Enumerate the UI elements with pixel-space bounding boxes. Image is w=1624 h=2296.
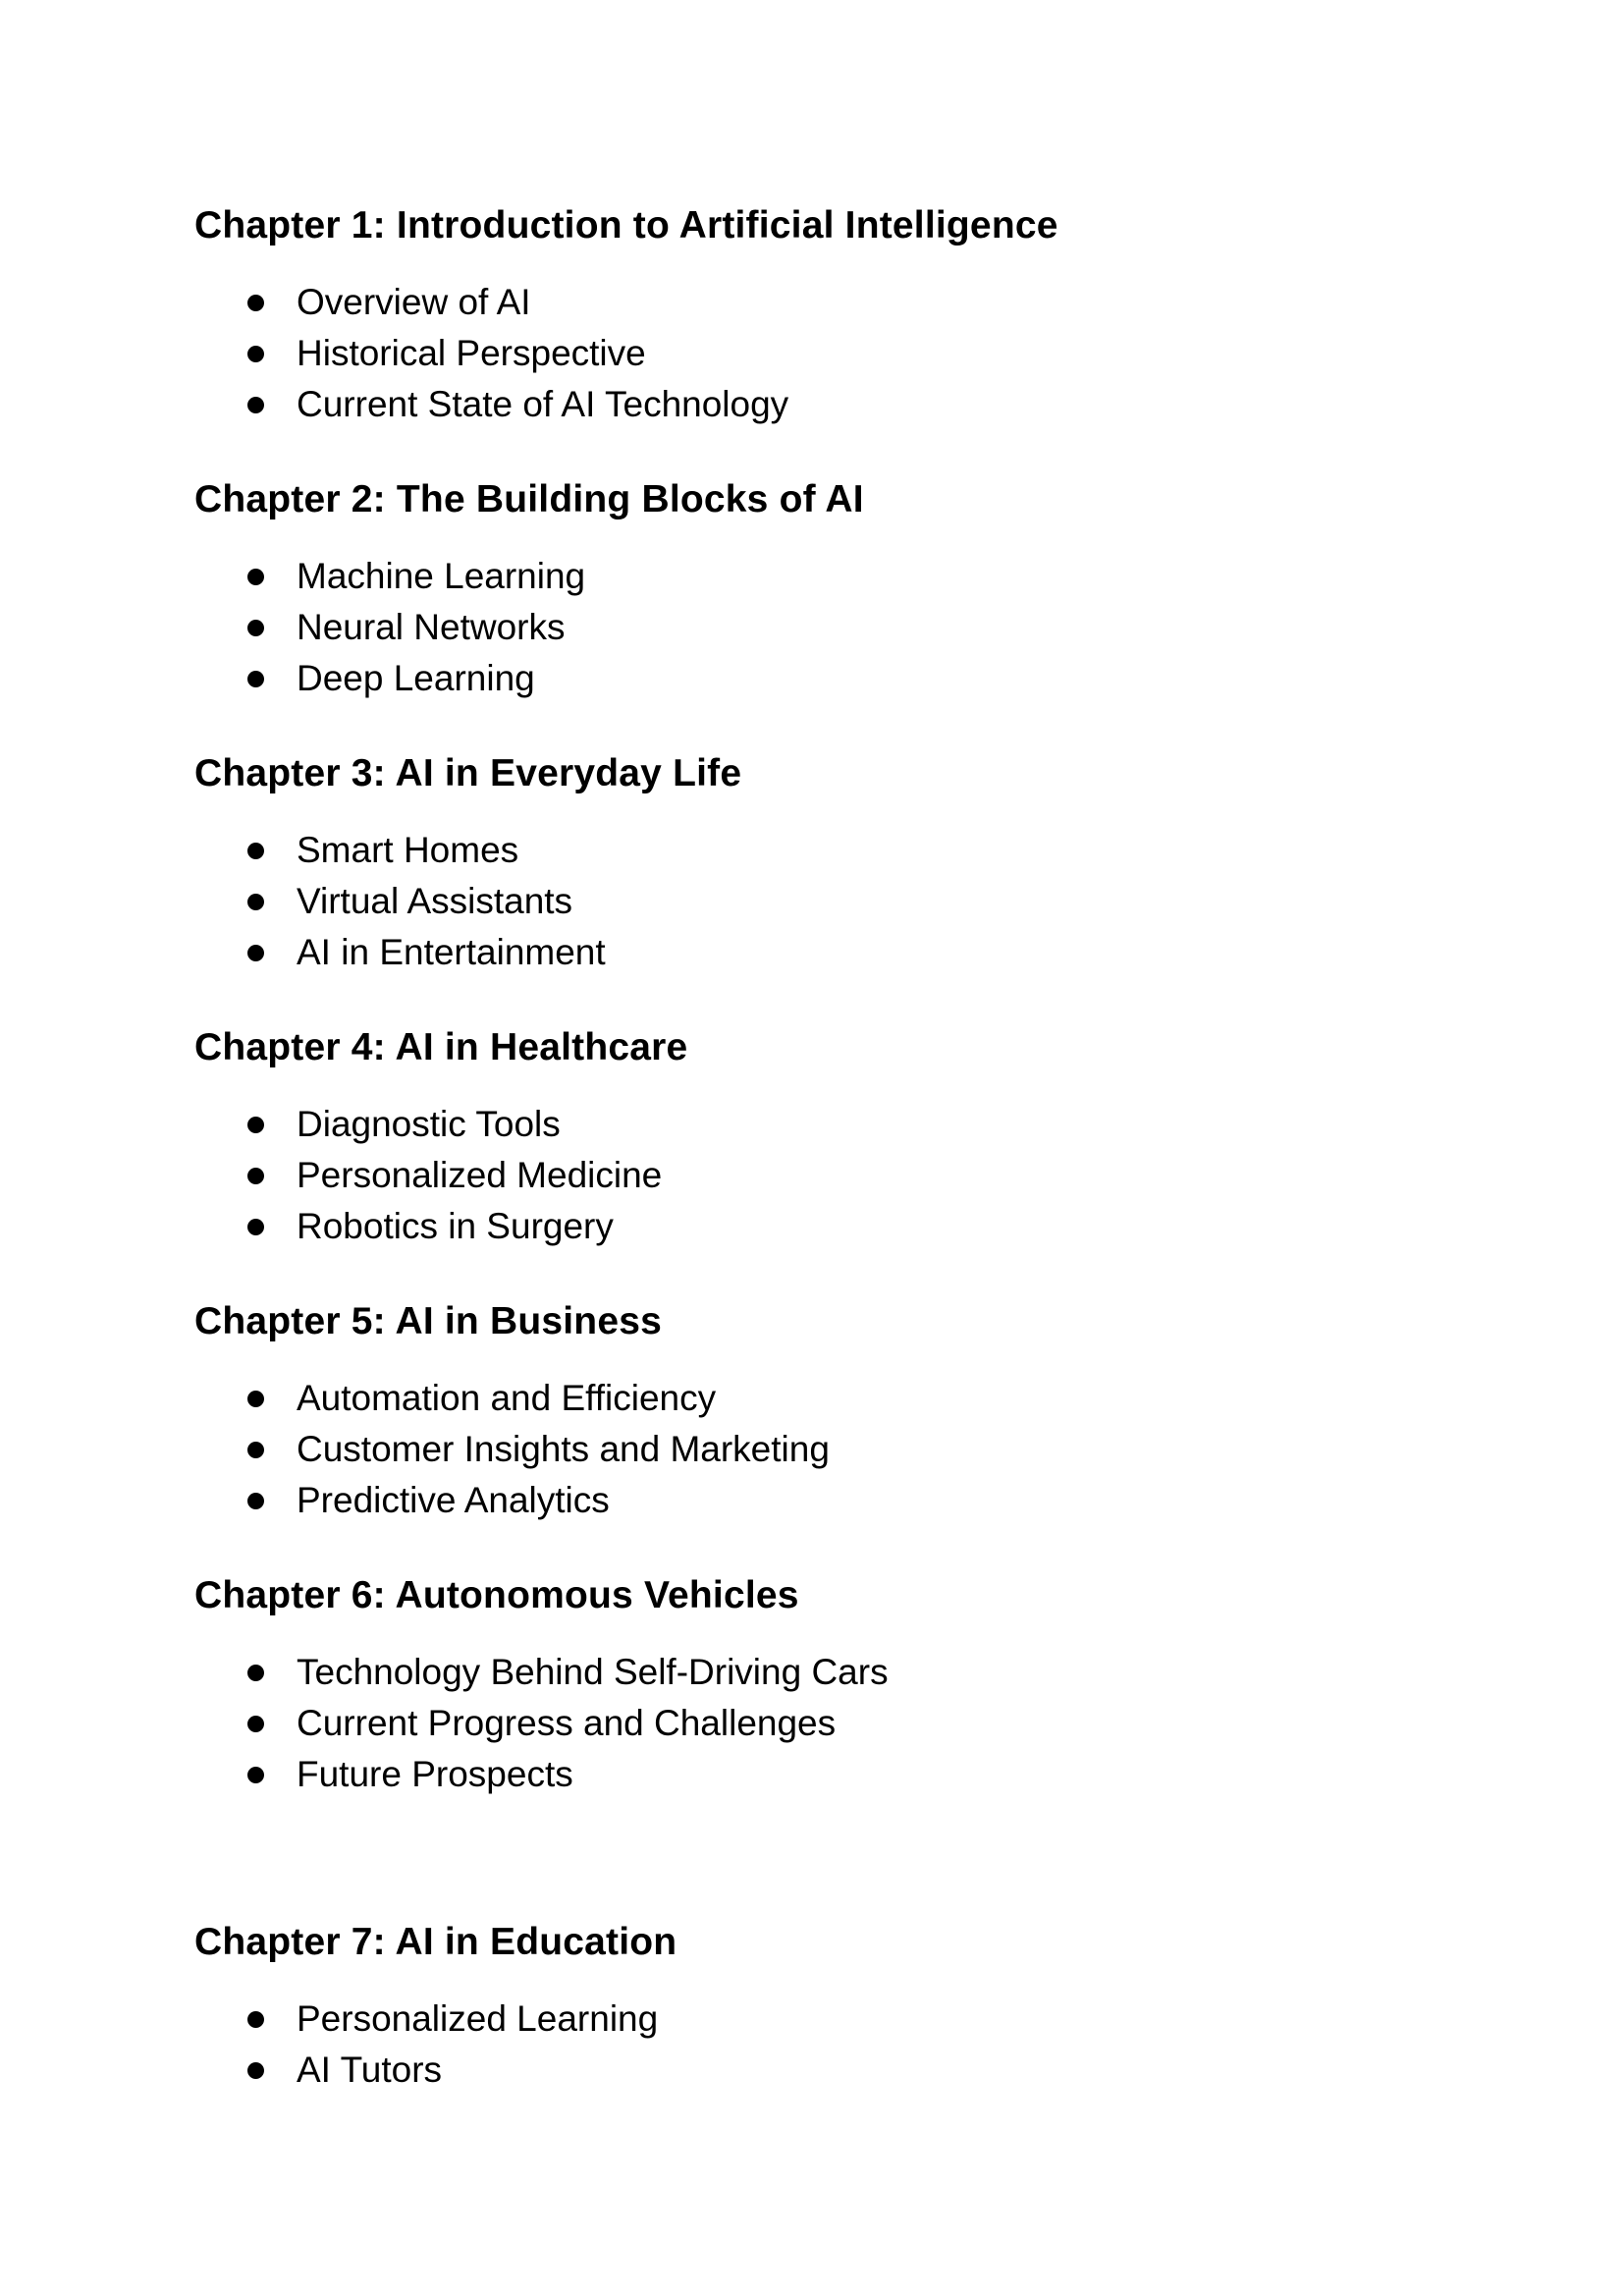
- chapter-section-2: [194, 477, 1437, 704]
- chapter-topics-list: [194, 1099, 1437, 1252]
- chapter-heading: Chapter 4: AI in Healthcare: [194, 1026, 688, 1068]
- topic-item: [194, 1373, 1437, 1424]
- topic-item: [194, 1749, 1437, 1800]
- topic-label: AI Tutors: [297, 2050, 443, 2090]
- chapter-topics-list: [194, 277, 1437, 430]
- chapter-section-5: [194, 1299, 1437, 1526]
- topic-label: Future Prospects: [297, 1754, 573, 1794]
- topic-label: AI in Entertainment: [297, 932, 606, 972]
- topic-label: Predictive Analytics: [297, 1480, 610, 1520]
- bullet-icon: [247, 1442, 264, 1458]
- topic-label: Deep Learning: [297, 658, 535, 698]
- chapter-heading: Chapter 2: The Building Blocks of AI: [194, 478, 864, 520]
- topic-label: Smart Homes: [297, 830, 519, 870]
- topic-item: [194, 1698, 1437, 1749]
- bullet-icon: [247, 1219, 264, 1235]
- topic-label: Personalized Learning: [297, 1998, 659, 2039]
- topic-label: Current State of AI Technology: [297, 384, 789, 424]
- bullet-icon: [247, 1767, 264, 1783]
- topic-label: Overview of AI: [297, 282, 531, 322]
- topic-item: [194, 1475, 1437, 1526]
- chapter-section-7: [194, 1920, 1437, 2096]
- bullet-icon: [247, 1391, 264, 1407]
- blank-paragraph-spacer: [194, 1800, 1437, 1873]
- topic-label: Virtual Assistants: [297, 881, 573, 921]
- chapter-heading: Chapter 1: Introduction to Artificial Intelligence: [194, 204, 1058, 246]
- chapter-topics-list: [194, 1647, 1437, 1800]
- topic-item: [194, 277, 1437, 328]
- topic-label: Automation and Efficiency: [297, 1378, 717, 1418]
- topic-item: [194, 328, 1437, 379]
- topic-label: Customer Insights and Marketing: [297, 1429, 830, 1469]
- topic-item: [194, 602, 1437, 653]
- bullet-icon: [247, 397, 264, 413]
- chapter-section-4: [194, 1025, 1437, 1252]
- topic-label: Machine Learning: [297, 556, 586, 596]
- topic-label: Current Progress and Challenges: [297, 1703, 837, 1743]
- chapter-topics-list: [194, 1373, 1437, 1526]
- bullet-icon: [247, 1665, 264, 1681]
- topic-item: [194, 1150, 1437, 1201]
- chapter-topics-list: [194, 551, 1437, 704]
- topic-item: [194, 1099, 1437, 1150]
- bullet-icon: [247, 2011, 264, 2028]
- chapter-heading: Chapter 3: AI in Everyday Life: [194, 752, 742, 794]
- topic-item: [194, 1647, 1437, 1698]
- bullet-icon: [247, 671, 264, 687]
- topic-label: Neural Networks: [297, 607, 566, 647]
- bullet-icon: [247, 1493, 264, 1509]
- topic-label: Diagnostic Tools: [297, 1104, 561, 1144]
- topic-label: Technology Behind Self-Driving Cars: [297, 1652, 889, 1692]
- topic-item: [194, 1424, 1437, 1475]
- bullet-icon: [247, 894, 264, 910]
- bullet-icon: [247, 295, 264, 311]
- bullet-icon: [247, 945, 264, 961]
- topic-item: [194, 825, 1437, 876]
- chapter-section-6: [194, 1573, 1437, 1800]
- chapter-section-3: [194, 751, 1437, 978]
- chapter-heading: Chapter 5: AI in Business: [194, 1300, 662, 1342]
- topic-item: [194, 1201, 1437, 1252]
- bullet-icon: [247, 1716, 264, 1732]
- topic-label: Personalized Medicine: [297, 1155, 663, 1195]
- chapter-heading: Chapter 6: Autonomous Vehicles: [194, 1574, 799, 1616]
- bullet-icon: [247, 2062, 264, 2079]
- topic-label: Historical Perspective: [297, 333, 646, 373]
- topic-label: Robotics in Surgery: [297, 1206, 614, 1246]
- bullet-icon: [247, 843, 264, 859]
- topic-item: [194, 653, 1437, 704]
- chapter-topics-list: [194, 1994, 1437, 2096]
- chapter-heading: Chapter 7: AI in Education: [194, 1921, 677, 1963]
- bullet-icon: [247, 620, 264, 636]
- topic-item: [194, 379, 1437, 430]
- topic-item: [194, 927, 1437, 978]
- chapter-topics-list: [194, 825, 1437, 978]
- topic-item: [194, 1994, 1437, 2045]
- chapter-section-1: [194, 203, 1437, 430]
- topic-item: [194, 2045, 1437, 2096]
- bullet-icon: [247, 1168, 264, 1184]
- bullet-icon: [247, 346, 264, 362]
- bullet-icon: [247, 1117, 264, 1133]
- topic-item: [194, 876, 1437, 927]
- topic-item: [194, 551, 1437, 602]
- bullet-icon: [247, 569, 264, 585]
